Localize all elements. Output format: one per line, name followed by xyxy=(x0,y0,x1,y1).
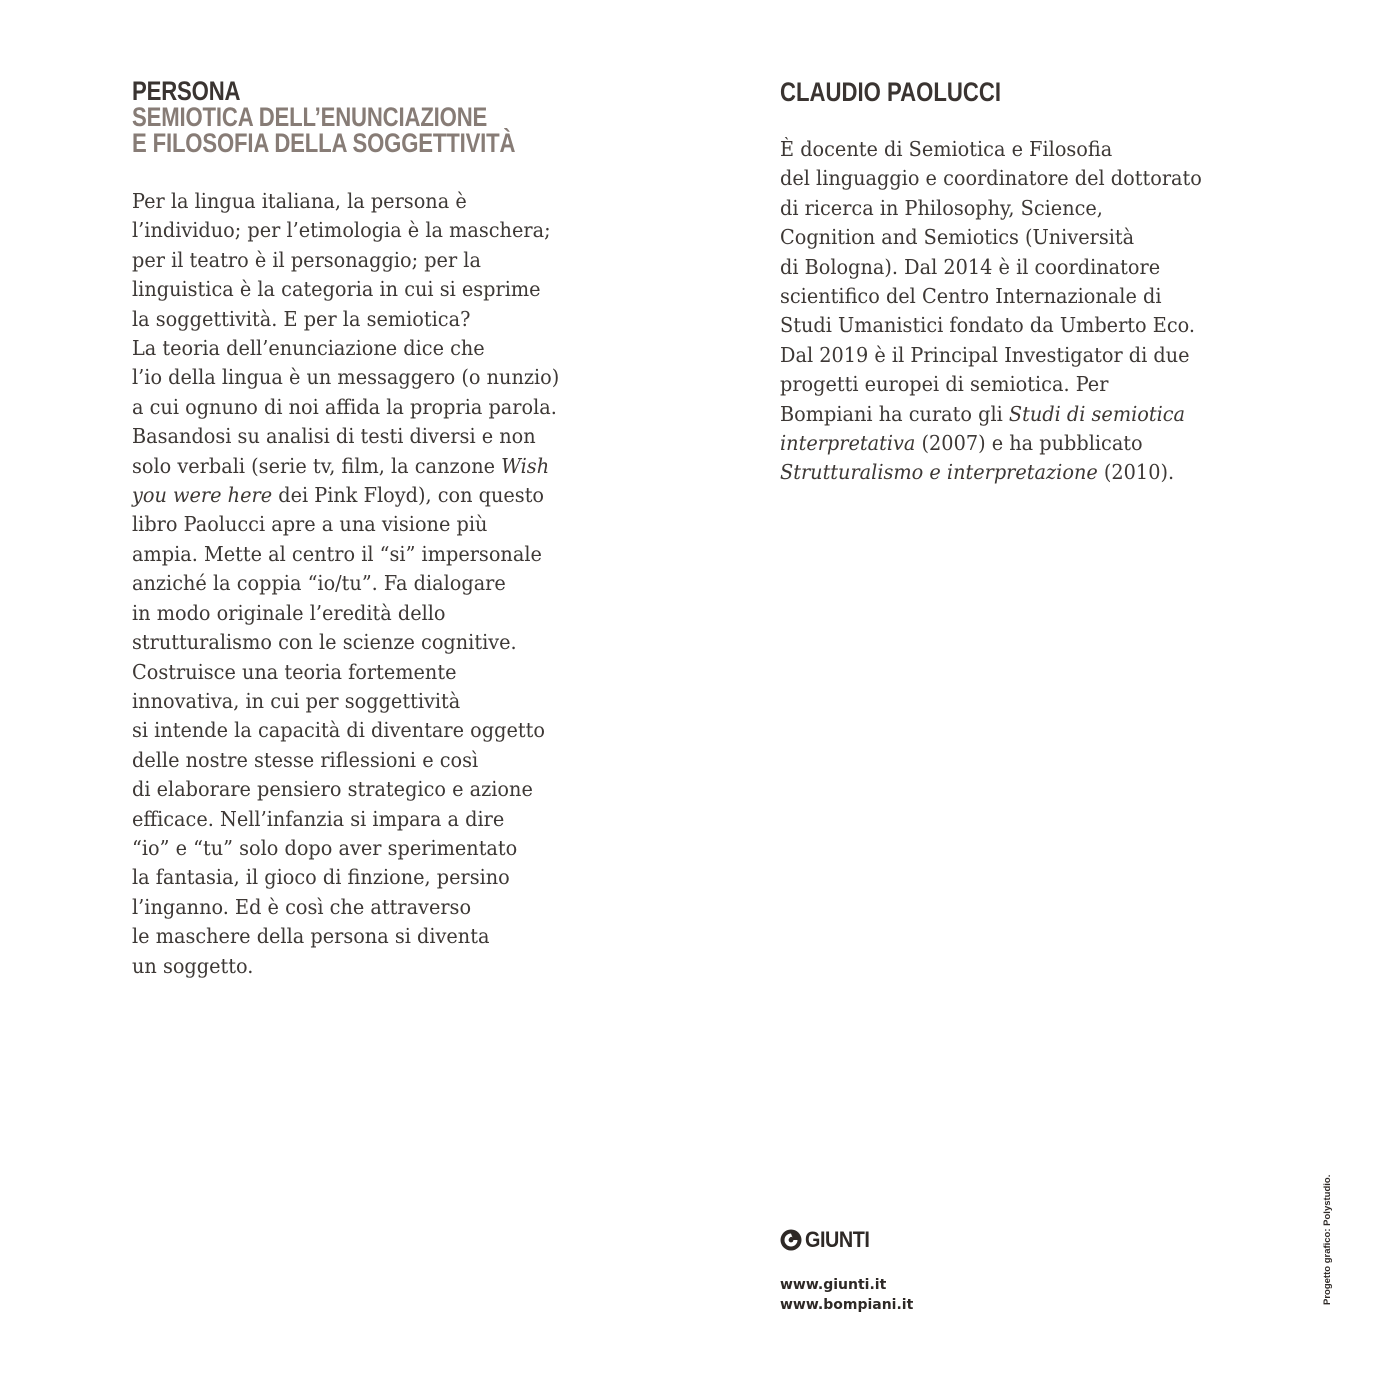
description-line: “io” e “tu” solo dopo aver sperimentato xyxy=(132,835,518,860)
description-line: ampia. Mette al centro il “si” impersonale xyxy=(132,541,542,566)
publisher-links xyxy=(780,1275,913,1315)
description-line: Basandosi su analisi di testi diversi e non xyxy=(132,424,536,449)
description-line: you were here dei Pink Floyd), con questo xyxy=(132,483,545,508)
description-line: l’inganno. Ed è così che attraverso xyxy=(132,894,472,919)
giunti-g-swirl-icon xyxy=(780,1229,802,1251)
description-line: delle nostre stesse riflessioni e così xyxy=(132,747,479,772)
book-description xyxy=(132,187,574,981)
description-line: strutturalismo con le scienze cognitive. xyxy=(132,630,517,655)
bio-line: interpretativa (2007) e ha pubblicato xyxy=(780,431,1143,456)
bio-line: di Bologna). Dal 2014 è il coordinatore xyxy=(780,254,1161,279)
description-line: innovativa, in cui per soggettività xyxy=(132,688,461,713)
book-subtitle-line-2: E FILOSOFIA DELLA SOGGETTIVITÀ xyxy=(132,128,516,158)
description-line: la fantasia, il gioco di finzione, persino xyxy=(132,865,510,890)
bio-line: scientifico del Centro Internazionale di xyxy=(780,284,1162,309)
description-line: solo verbali (serie tv, film, la canzone Wish xyxy=(132,453,550,478)
description-line: Per la lingua italiana, la persona è xyxy=(132,189,467,213)
description-line: anziché la coppia “io/tu”. Fa dialogare xyxy=(132,571,506,596)
description-line: La teoria dell’enunciazione dice che xyxy=(132,336,485,361)
description-line: si intende la capacità di diventare oggetto xyxy=(132,718,545,743)
design-credit: Progetto grafico: Polystudio. xyxy=(1322,1174,1333,1305)
description-line: linguistica è la categoria in cui si esprime xyxy=(132,277,541,302)
bio-line: È docente di Semiotica e Filosofia xyxy=(780,137,1113,161)
author-bio xyxy=(780,135,1231,488)
bio-line: di ricerca in Philosophy, Science, xyxy=(780,195,1103,220)
description-line: efficace. Nell’infanzia si impara a dire xyxy=(132,806,505,831)
link-bompiani[interactable]: www.bompiani.it xyxy=(780,1297,914,1313)
description-line: di elaborare pensiero strategico e azione xyxy=(132,777,533,802)
description-line: a cui ognuno di noi affida la propria parola. xyxy=(132,394,557,419)
publisher-name: GIUNTI xyxy=(805,1227,870,1252)
italic-title: you were here xyxy=(132,483,273,508)
right-column xyxy=(780,78,1260,488)
bio-line: Cognition and Semiotics (Università xyxy=(780,225,1135,250)
description-line: Costruisce una teoria fortemente xyxy=(132,659,457,684)
description-line: per il teatro è il personaggio; per la xyxy=(132,247,481,272)
description-line: libro Paolucci apre a una visione più xyxy=(132,512,488,537)
link-giunti[interactable]: www.giunti.it xyxy=(780,1277,887,1293)
italic-title: Strutturalismo e interpretazione xyxy=(780,460,1098,485)
description-line: la soggettività. E per la semiotica? xyxy=(132,306,471,331)
bio-line: Strutturalismo e interpretazione (2010). xyxy=(780,460,1175,485)
bio-line: Dal 2019 è il Principal Investigator di due xyxy=(780,342,1190,367)
book-subtitle-line-1: SEMIOTICA DELL’ENUNCIAZIONE xyxy=(132,102,488,132)
description-line: l’io della lingua è un messaggero (o nunzio) xyxy=(132,365,560,390)
bio-line: progetti europei di semiotica. Per xyxy=(780,372,1109,397)
bio-line: del linguaggio e coordinatore del dottorato xyxy=(780,166,1202,191)
left-column xyxy=(132,78,602,981)
description-line: le maschere della persona si diventa xyxy=(132,924,490,949)
description-line: un soggetto. xyxy=(132,953,254,978)
italic-title: interpretativa xyxy=(780,431,916,456)
book-title: PERSONA xyxy=(132,76,241,106)
description-line: l’individuo; per l’etimologia è la maschera; xyxy=(132,218,551,243)
publisher-block xyxy=(780,1227,913,1315)
bio-line: Bompiani ha curato gli Studi di semiotica xyxy=(780,401,1186,426)
author-name: CLAUDIO PAOLUCCI xyxy=(780,77,1001,107)
giunti-logo xyxy=(780,1227,913,1253)
italic-title: Wish xyxy=(501,453,550,478)
bio-line: Studi Umanistici fondato da Umberto Eco. xyxy=(780,313,1196,338)
description-line: in modo originale l’eredità dello xyxy=(132,600,446,625)
italic-title: Studi di semiotica xyxy=(1008,401,1186,426)
